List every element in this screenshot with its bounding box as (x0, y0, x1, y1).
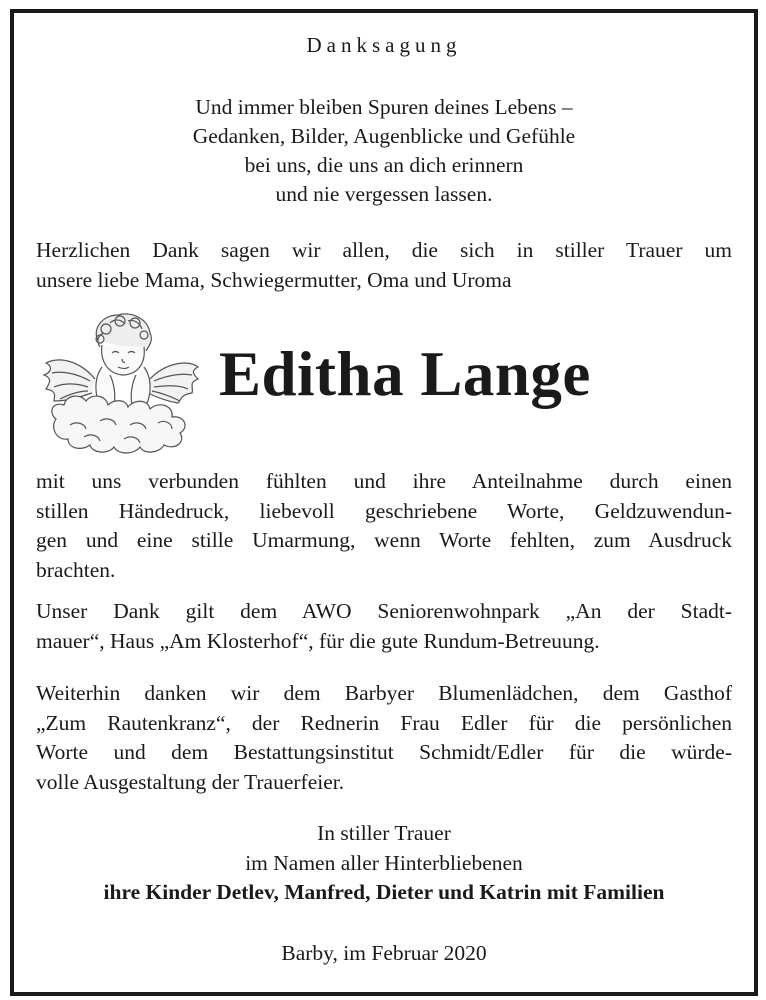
paragraph-line: mauer“, Haus „Am Klosterhof“, für die gute Rundum-Betreuung. (36, 628, 600, 653)
paragraph-line: mit uns verbunden fühlten und ihre Anteilnahme durch einen (36, 469, 732, 493)
poem-line: bei uns, die uns an dich erinnern (244, 153, 524, 177)
intro-line: Herzlichen Dank sagen wir allen, die sich in stiller Trauer um (36, 238, 732, 262)
poem-line: Gedanken, Bilder, Augenblicke und Gefühle (192, 124, 576, 148)
thanks-paragraph-3 (36, 679, 732, 797)
notice-heading: Danksagung (306, 33, 462, 57)
angel-icon (40, 301, 200, 461)
paragraph-line: volle Ausgestaltung der Trauerfeier. (36, 769, 345, 794)
paragraph-line: brachten. (36, 557, 116, 582)
thanks-paragraph-2 (36, 597, 732, 656)
closing-line: im Namen aller Hinterbliebenen (245, 850, 523, 875)
deceased-name: Editha Lange (219, 339, 591, 409)
poem-line: Und immer bleiben Spuren deines Lebens – (195, 95, 573, 119)
place-date: Barby, im Februar 2020 (281, 941, 487, 965)
notice-frame (10, 9, 758, 996)
signatories: ihre Kinder Detlev, Manfred, Dieter und Katrin mit Familien (103, 880, 665, 904)
paragraph-line: Worte und dem Bestattungsinstitut Schmidt/Edler für die würde- (36, 740, 732, 764)
poem-line: und nie vergessen lassen. (275, 182, 493, 206)
paragraph-line: Unser Dank gilt dem AWO Seniorenwohnpark „An der Stadt- (36, 599, 732, 623)
closing-line: In stiller Trauer (317, 821, 451, 845)
poem (14, 93, 754, 209)
thanks-paragraph-1 (36, 467, 732, 585)
paragraph-line: stillen Händedruck, liebevoll geschriebene Worte, Geldzuwendun- (36, 498, 732, 523)
intro-paragraph (36, 236, 732, 295)
closing-block (14, 819, 754, 908)
intro-line: unsere liebe Mama, Schwiegermutter, Oma und Uroma (36, 267, 512, 292)
paragraph-line: gen und eine stille Umarmung, wenn Worte fehlten, zum Ausdruck (36, 528, 732, 552)
paragraph-line: „Zum Rautenkranz“, der Rednerin Frau Edler für die persönlichen (36, 710, 732, 735)
paragraph-line: Weiterhin danken wir dem Barbyer Blumenlädchen, dem Gasthof (36, 681, 732, 705)
